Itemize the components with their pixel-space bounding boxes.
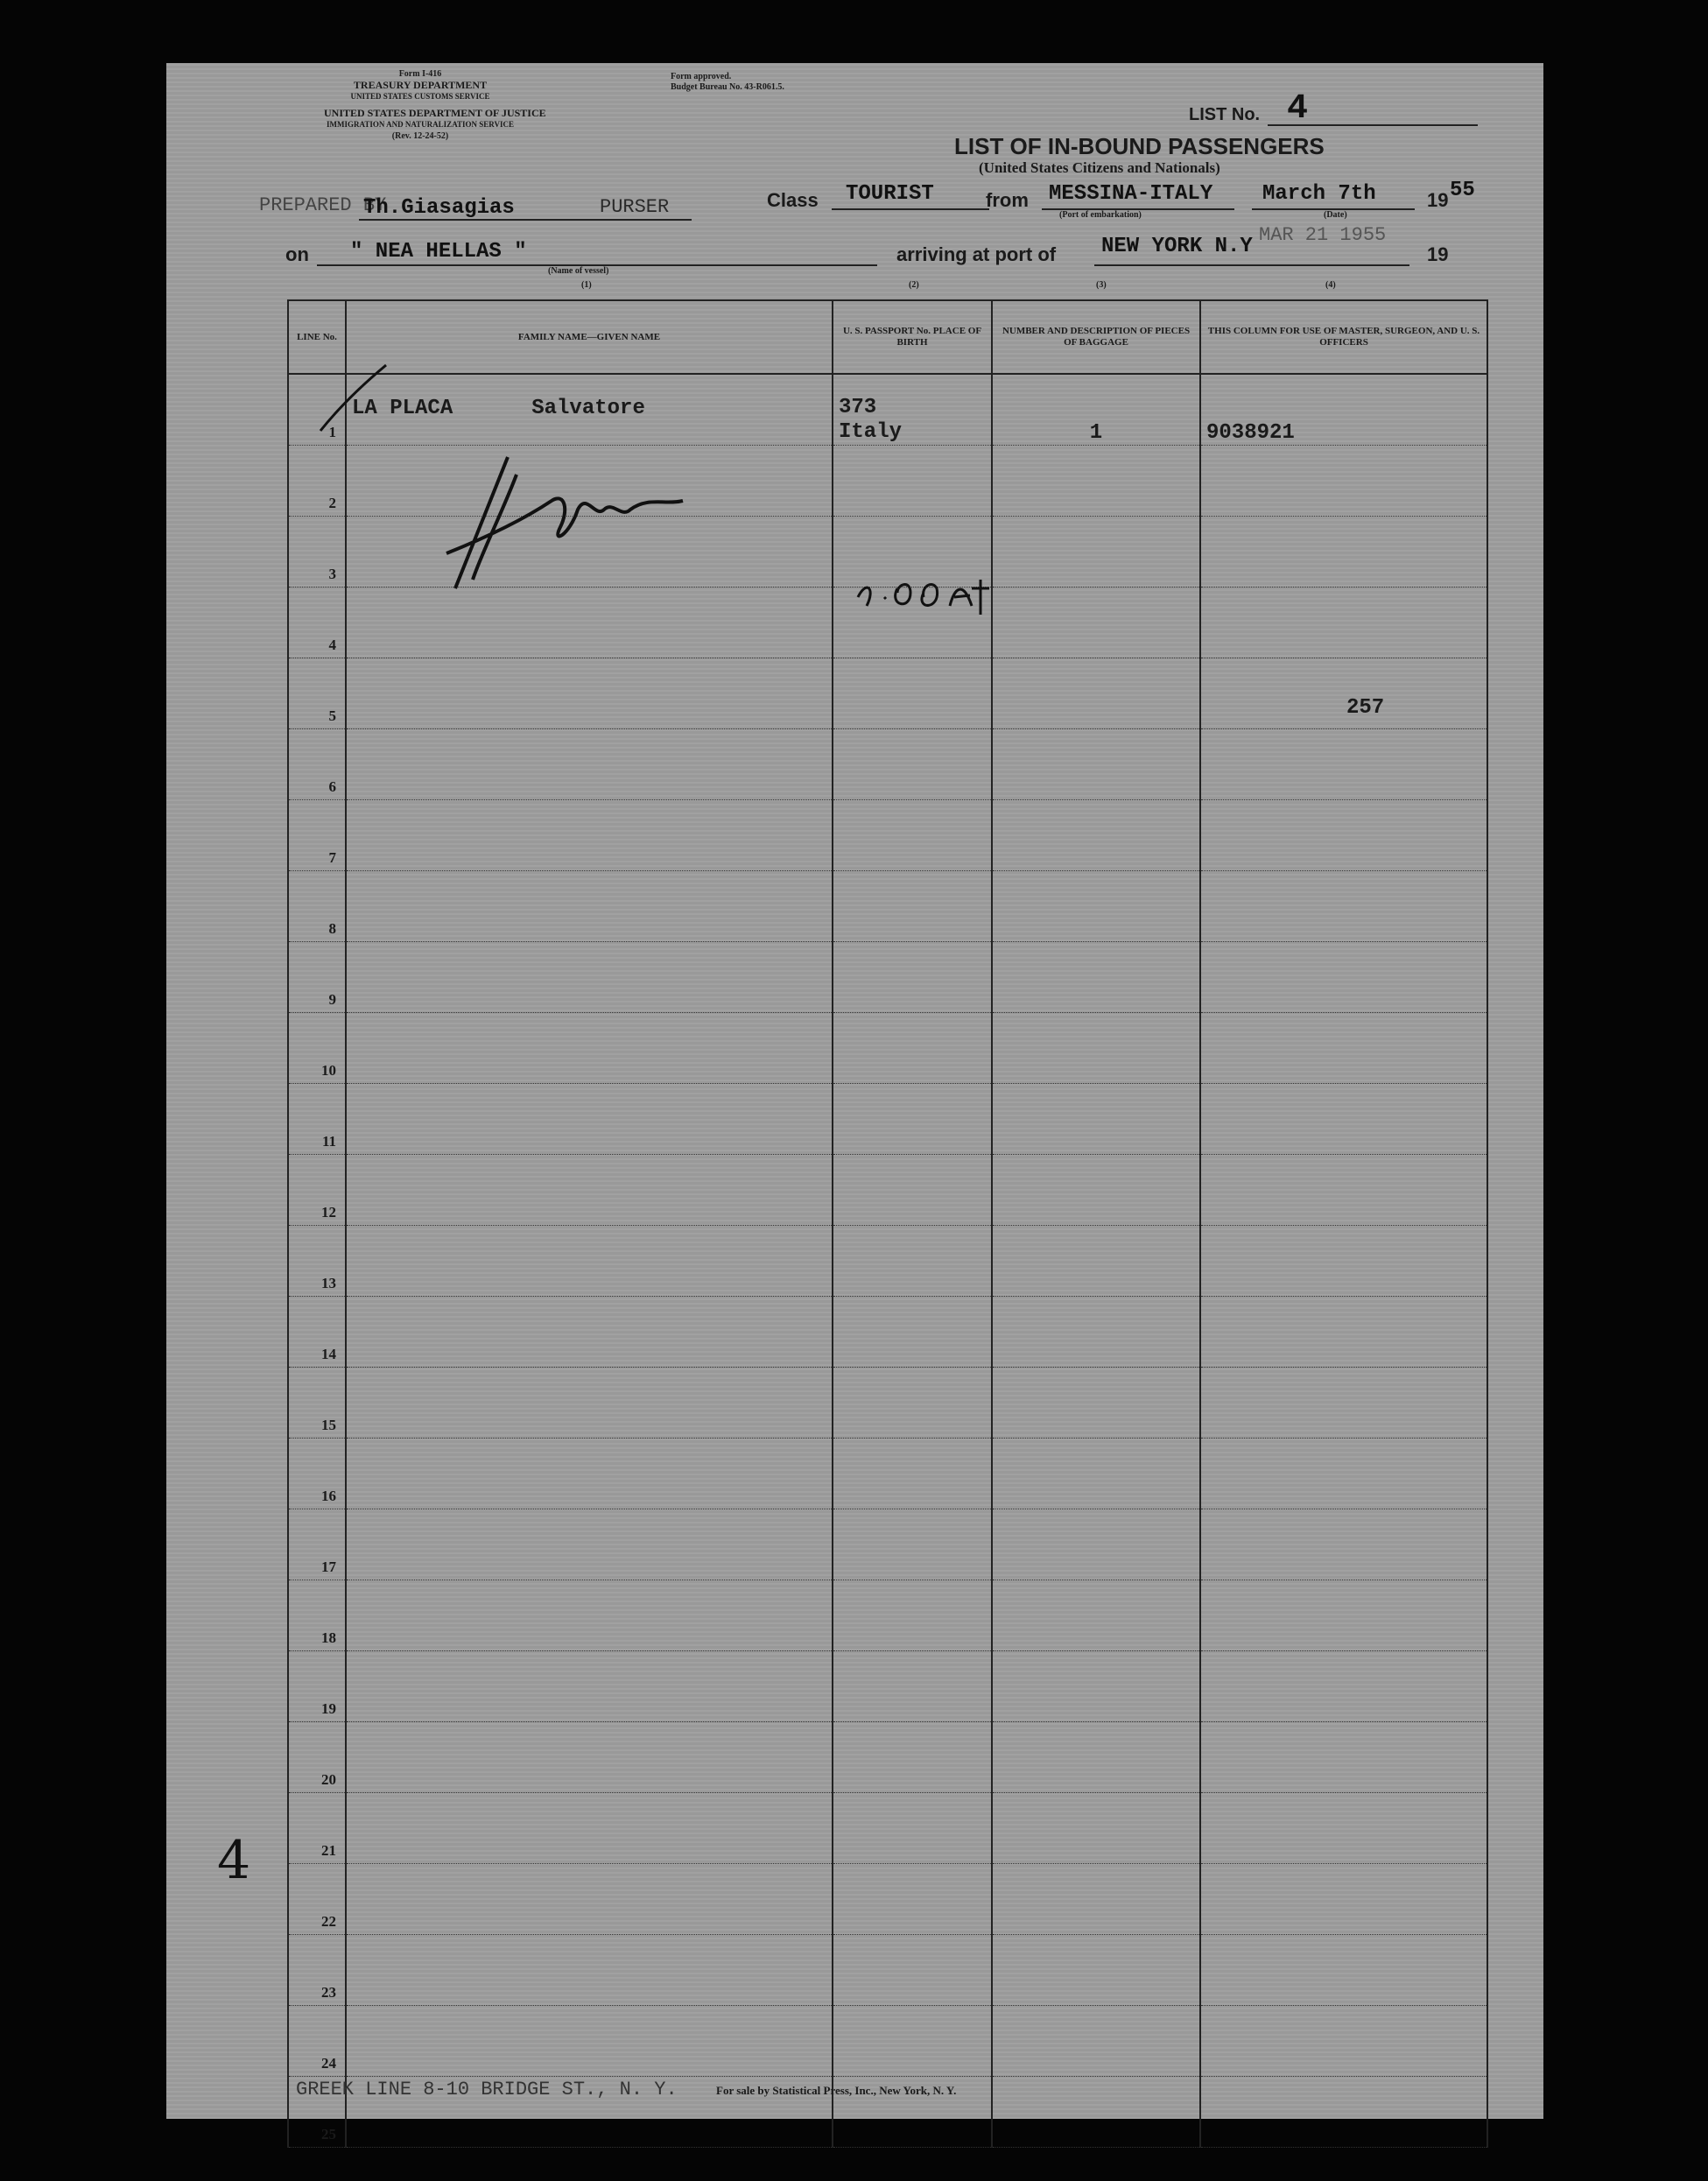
class-value: TOURIST [846,182,934,206]
passenger-name [346,1580,833,1651]
officer-use [1200,2077,1487,2148]
budget-bureau: Budget Bureau No. 43-R061.5. [671,82,784,92]
line-number-text: 22 [321,1913,336,1930]
customs-service: UNITED STATES CUSTOMS SERVICE [350,92,490,101]
passport-birthplace [833,2006,992,2077]
passport-birthplace [833,1297,992,1368]
passenger-name [346,1297,833,1368]
line-number [288,1013,346,1084]
officer-number: 9038921 [1206,421,1295,445]
table-row [288,1439,1487,1509]
officer-use [1200,1226,1487,1297]
line-number-text: 13 [321,1275,336,1291]
passenger-name [346,1226,833,1297]
officer-use [1200,1297,1487,1368]
table-row [288,942,1487,1013]
passport-birthplace [833,871,992,942]
year-prefix-2: 19 [1427,243,1449,265]
baggage [992,1580,1200,1651]
baggage [992,587,1200,658]
baggage [992,1651,1200,1722]
line-number-text: 7 [328,849,336,866]
officer-use [1200,446,1487,517]
officer-use [1200,1013,1487,1084]
justice-dept: UNITED STATES DEPARTMENT OF JUSTICE [324,107,546,119]
passenger-name [346,729,833,800]
baggage [992,446,1200,517]
passport-number: 373 [839,396,877,419]
line-number [288,1368,346,1439]
table-row [288,374,1487,446]
line-number [288,1651,346,1722]
passenger-name [346,374,833,446]
line-number-text: 5 [328,707,336,724]
passenger-name [346,1722,833,1793]
greek-line-stamp: GREEK LINE 8-10 BRIDGE ST., N. Y. [296,2079,678,2100]
baggage [992,1793,1200,1864]
passenger-name [346,587,833,658]
line-number-text: 11 [321,1133,336,1150]
line-number-text: 21 [321,1842,336,1859]
officer-use [1200,658,1487,729]
line-number [288,942,346,1013]
passenger-name [346,1368,833,1439]
table-row [288,1580,1487,1651]
line-number [288,1084,346,1155]
table-row [288,1297,1487,1368]
page-subtitle: (United States Citizens and Nationals) [979,159,1220,176]
time-note [849,562,998,632]
line-number [288,1509,346,1580]
arrival-line [1094,264,1409,266]
treasury-dept: TREASURY DEPARTMENT [353,79,488,91]
passenger-name [346,1509,833,1580]
table-row [288,1368,1487,1439]
table-row [288,1084,1487,1155]
baggage [992,374,1200,446]
officer-use [1200,800,1487,871]
year-prefix: 19 [1427,189,1449,211]
class-line [832,208,989,210]
passport-birthplace [833,1084,992,1155]
column-number-2: (2) [909,280,919,290]
col-officers: THIS COLUMN FOR USE OF MASTER, SURGEON, AND U. S. OFFICERS [1200,300,1487,374]
table-row [288,1935,1487,2006]
table-row [288,1864,1487,1935]
col-passport: U. S. PASSPORT No. PLACE OF BIRTH [833,300,992,374]
officer-use [1200,729,1487,800]
line-number [288,587,346,658]
officer-use [1200,1580,1487,1651]
class-label: Class [767,189,819,211]
passport-birthplace [833,658,992,729]
line-number-text: 15 [321,1417,336,1433]
printer-note: For sale by Statistical Press, Inc., New York, N. Y. [716,2084,957,2097]
table-row [288,2006,1487,2077]
line-number-text: 4 [328,637,336,653]
officer-use [1200,374,1487,446]
baggage [992,1935,1200,2006]
passenger-name [346,1651,833,1722]
table-row [288,1013,1487,1084]
line-number [288,1580,346,1651]
baggage [992,2077,1200,2148]
baggage [992,1368,1200,1439]
immigration-service: IMMIGRATION AND NATURALIZATION SERVICE [327,120,514,129]
line-number [288,2006,346,2077]
officer-use [1200,1439,1487,1509]
baggage [992,1439,1200,1509]
prepared-by: Th.Giasagias [363,196,515,220]
table-header [288,300,1487,374]
table-row [288,729,1487,800]
check-mark [312,361,390,440]
passenger-name [346,1084,833,1155]
col-baggage: NUMBER AND DESCRIPTION OF PIECES OF BAGGAGE [992,300,1200,374]
passenger-name [346,1155,833,1226]
port-of-embarkation: MESSINA-ITALY [1049,182,1213,206]
line-number [288,1793,346,1864]
line-number-text: 1 [328,424,336,440]
officer-signature [420,448,709,597]
line-number-text: 24 [321,2055,336,2072]
officer-use [1200,517,1487,587]
line-number-text: 12 [321,1204,336,1221]
line-number-text: 8 [328,920,336,937]
column-number-4: (4) [1325,280,1336,290]
column-number-1: (1) [581,280,592,290]
passenger-name [346,1439,833,1509]
officer-use [1200,871,1487,942]
table-row [288,800,1487,871]
line-number [288,1297,346,1368]
line-number-text: 2 [328,495,336,511]
baggage [992,1864,1200,1935]
officer-use [1200,1935,1487,2006]
passenger-name [346,1013,833,1084]
arrival-date-stamp: MAR 21 1955 [1259,224,1387,246]
passenger-name [346,942,833,1013]
baggage [992,1013,1200,1084]
passenger-name [346,871,833,942]
vessel-caption: (Name of vessel) [548,266,609,276]
table-row [288,1226,1487,1297]
on-label: on [285,243,309,265]
officer-number: 257 [1346,696,1385,720]
line-number-text: 14 [321,1346,336,1362]
passport-birthplace [833,1793,992,1864]
given-name: Salvatore [531,397,645,420]
form-approved: Form approved. [671,72,732,81]
passport-birthplace [833,1935,992,2006]
baggage [992,1509,1200,1580]
line-number-text: 17 [321,1558,336,1575]
officer-use [1200,1864,1487,1935]
line-number-text: 25 [321,2126,336,2142]
line-number-text: 18 [321,1629,336,1646]
baggage [992,1084,1200,1155]
passport-birthplace [833,1580,992,1651]
officer-use [1200,587,1487,658]
baggage [992,517,1200,587]
officer-use [1200,1793,1487,1864]
passenger-name [346,1793,833,1864]
prepared-line [359,219,692,221]
passport-birthplace [833,1439,992,1509]
table-row [288,1722,1487,1793]
baggage [992,1155,1200,1226]
line-number [288,1155,346,1226]
line-number-text: 3 [328,566,336,582]
margin-mark: 4 [217,1830,251,1891]
passport-birthplace [833,800,992,871]
prepared-role: PURSER [600,196,670,218]
passport-birthplace [833,1864,992,1935]
line-number-text: 9 [328,991,336,1008]
passport-birthplace [833,1651,992,1722]
column-number-3: (3) [1096,280,1107,290]
baggage [992,1722,1200,1793]
baggage [992,1226,1200,1297]
line-number [288,1935,346,2006]
officer-use [1200,1509,1487,1580]
passport-birthplace [833,1368,992,1439]
officer-use [1200,1722,1487,1793]
table-row [288,871,1487,942]
arrival-port: NEW YORK N.Y [1101,235,1253,258]
line-number [288,1226,346,1297]
table-row [288,1793,1487,1864]
officer-use [1200,942,1487,1013]
date-caption: (Date) [1324,210,1347,220]
line-number-text: 20 [321,1771,336,1788]
baggage [992,942,1200,1013]
line-number [288,658,346,729]
baggage [992,658,1200,729]
year-suffix: 55 [1450,179,1475,202]
officer-use [1200,1368,1487,1439]
list-number: 4 [1287,89,1309,129]
line-number-text: 10 [321,1062,336,1079]
prepared-label: PREPARED BY [259,194,387,216]
baggage-count: 1 [1089,421,1103,445]
table-row [288,1651,1487,1722]
passport-birthplace [833,446,992,517]
passport-birthplace [833,729,992,800]
passport-birthplace [833,1155,992,1226]
line-number [288,1439,346,1509]
baggage [992,729,1200,800]
department-block [324,68,546,142]
table-row [288,658,1487,729]
form-number: Form I-416 [398,69,442,79]
revision: (Rev. 12-24-52) [391,131,449,141]
line-number-text: 19 [321,1700,336,1717]
baggage [992,1297,1200,1368]
officer-use [1200,2006,1487,2077]
officer-use [1200,1084,1487,1155]
arriving-label: arriving at port of [896,243,1057,265]
passenger-name [346,1864,833,1935]
line-number [288,517,346,587]
page-title: LIST OF IN-BOUND PASSENGERS [954,133,1325,159]
baggage [992,800,1200,871]
officer-use [1200,1651,1487,1722]
passport-birthplace [833,1013,992,1084]
passenger-name [346,2006,833,2077]
family-name: LA PLACA [352,397,453,420]
vessel-name: " NEA HELLAS " [350,240,527,264]
line-number-text: 16 [321,1488,336,1504]
passenger-name [346,1935,833,2006]
list-label: LIST No. [1189,105,1261,124]
line-number [288,1722,346,1793]
embarkation-date: March 7th [1262,182,1376,206]
line-number [288,800,346,871]
time-note-text [849,632,853,633]
approval-block [671,72,784,93]
line-number [288,871,346,942]
col-line-no: LINE No. [288,300,346,374]
table-row [288,1155,1487,1226]
passport-birthplace [833,942,992,1013]
passport-birthplace [833,1509,992,1580]
line-number [288,1864,346,1935]
officer-use [1200,1155,1487,1226]
table-row [288,1509,1487,1580]
line-number [288,446,346,517]
passport-birthplace [833,1226,992,1297]
line-number-text: 6 [328,778,336,795]
port-caption: (Port of embarkation) [1059,210,1142,220]
baggage [992,2006,1200,2077]
list-number-line [1268,124,1478,126]
line-number [288,729,346,800]
passenger-name [346,658,833,729]
passport-birthplace [833,374,992,446]
line-number-text: 23 [321,1984,336,2001]
col-name: FAMILY NAME—GIVEN NAME [346,300,833,374]
passport-birthplace [833,1722,992,1793]
form-page [166,63,1543,2142]
from-label: from [986,189,1029,211]
place-of-birth: Italy [839,420,903,444]
baggage [992,871,1200,942]
passenger-name [346,800,833,871]
